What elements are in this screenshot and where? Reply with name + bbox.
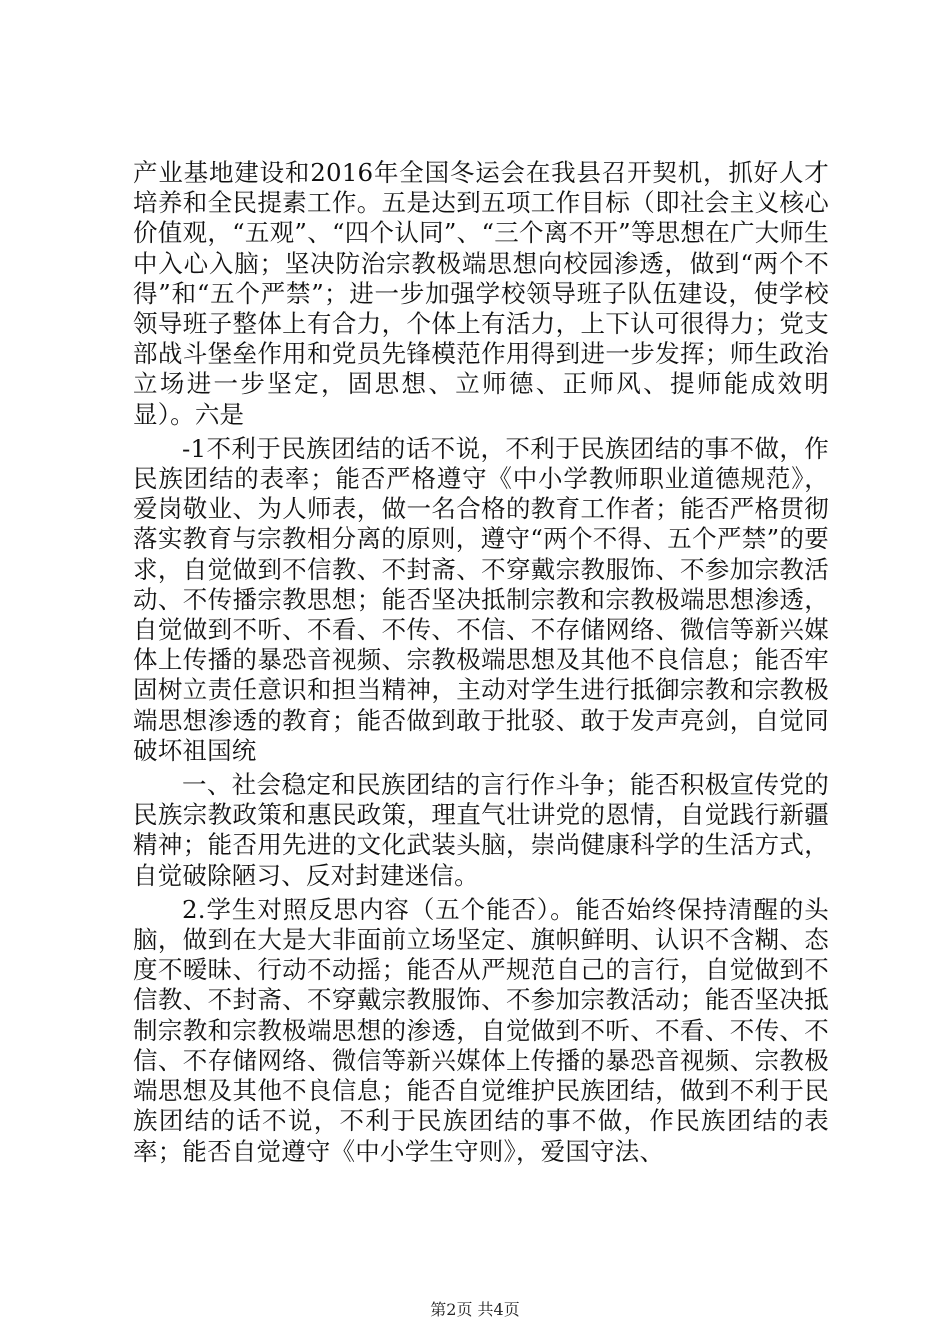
page-footer (0, 1297, 950, 1320)
document-body (133, 158, 829, 1167)
page-number: 第2页 共4页 (430, 1300, 520, 1319)
paragraph: 一、社会稳定和民族团结的言行作斗争；能否积极宣传党的民族宗教政策和惠民政策，理直气壮讲党的恩情，自觉践行新疆精神；能否用先进的文化武装头脑，崇尚健康科学的生活方式，自觉破除陋习、反对封建迷信。 (133, 770, 829, 890)
paragraph: -1不利于民族团结的话不说，不利于民族团结的事不做，作民族团结的表率；能否严格遵守《中小学教师职业道德规范》，爱岗敬业、为人师表，做一名合格的教育工作者；能否严格贯彻落实教育与宗教相分离的原则，遵守“两个不得、五个严禁”的要求，自觉做到不信教、不封斋、不穿戴宗教服饰、不参加宗教活动、不传播宗教思想；能否坚决抵制宗教和宗教极端思想渗透，自觉做到不听、不看、不传、不信、不存储网络、微信等新兴媒体上传播的暴恐音视频、宗教极端思想及其他不良信息；能否牢固树立责任意识和担当精神，主动对学生进行抵御宗教和宗教极端思想渗透的教育；能否做到敢于批驳、敢于发声亮剑，自觉同破坏祖国统 (133, 433, 829, 765)
paragraph: 2.学生对照反思内容（五个能否）。能否始终保持清醒的头脑，做到在大是大非面前立场坚定、旗帜鲜明、认识不含糊、态度不暧昧、行动不动摇；能否从严规范自己的言行，自觉做到不信教、不封斋、不穿戴宗教服饰、不参加宗教活动；能否坚决抵制宗教和宗教极端思想的渗透，自觉做到不听、不看、不传、不信、不存储网络、微信等新兴媒体上传播的暴恐音视频、宗教极端思想及其他不良信息；能否自觉维护民族团结，做到不利于民族团结的话不说，不利于民族团结的事不做，作民族团结的表率；能否自觉遵守《中小学生守则》，爱国守法、 (133, 894, 829, 1166)
paragraph: 产业基地建设和2016年全国冬运会在我县召开契机，抓好人才培养和全民提素工作。五是达到五项工作目标（即社会主义核心价值观，“五观”、“四个认同”、“三个离不开”等思想在广大师生中入心入脑；坚决防治宗教极端思想向校园渗透，做到“两个不得”和“五个严禁”；进一步加强学校领导班子队伍建设，使学校领导班子整体上有合力，个体上有活力，上下认可很得力；党支部战斗堡垒作用和党员先锋模范作用得到进一步发挥；师生政治立场进一步坚定，固思想、立师德、正师风、提师能成效明显）。六是 (133, 158, 829, 429)
